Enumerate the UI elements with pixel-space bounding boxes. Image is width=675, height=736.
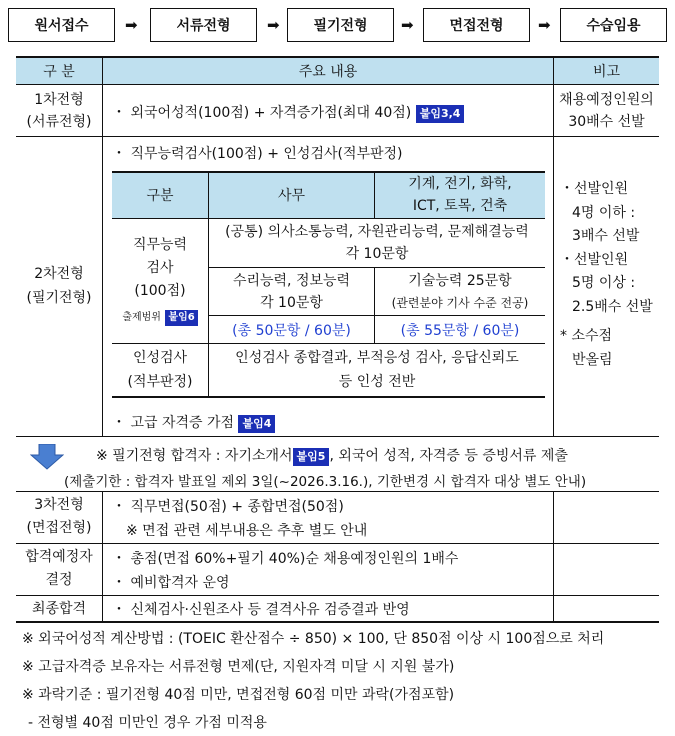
round1-content: ・ 외국어성적(100점) + 자격증가점(최대 40점) 붙임3,4 bbox=[112, 102, 464, 123]
round2-intro: ・ 직무능력검사(100점) + 인성검사(적부판정) bbox=[112, 146, 403, 162]
sub-header-category: 구분 bbox=[146, 188, 174, 204]
flow-step-documents: 서류전형 bbox=[150, 8, 257, 42]
header-remark: 비고 bbox=[592, 64, 621, 80]
aptitude-label: 직무능력 검사 (100점) 출제범위 붙임6 bbox=[112, 219, 208, 343]
round2-cert: ・ 고급 자격증 가점 붙임4 bbox=[112, 412, 275, 433]
arrow-right-icon: ➡ bbox=[125, 16, 138, 34]
tech-total: (총 55문항 / 60분) bbox=[400, 322, 520, 339]
office-total: (총 50문항 / 60분) bbox=[232, 322, 351, 339]
footnote-2: ※ 고급자격증 보유자는 서류전형 면제(단, 지원자격 미달 시 지원 불가) bbox=[22, 659, 455, 675]
process-flow bbox=[8, 8, 667, 42]
pass-note-line1: ※ 필기전형 합격자 : 자기소개서 붙임5 , 외국어 성적, 자격증 등 증빙서류 제출 bbox=[96, 448, 568, 464]
round1-label: 1차전형 (서류전형) bbox=[26, 92, 92, 130]
flow-step-probation: 수습임용 bbox=[560, 8, 667, 42]
footnote-4: - 전형별 40점 미만인 경우 가점 미적용 bbox=[28, 715, 267, 731]
sub-header-tech: 기계, 전기, 화학, ICT, 토목, 건축 bbox=[408, 176, 512, 214]
tech-abilities: 기술능력 25문항 (관련분야 기사 수준 전공) bbox=[391, 272, 529, 310]
decision-label: 합격예정자 결정 bbox=[25, 549, 93, 588]
pass-note-line2: (제출기한 : 합격자 발표일 제외 3일(~2026.3.16.), 기한변경 시 합격자 대상 별도 안내) bbox=[64, 474, 587, 490]
flow-step-application: 원서접수 bbox=[8, 8, 115, 42]
down-arrow-icon bbox=[30, 444, 64, 470]
round3-content1: ・ 직무면접(50점) + 종합면접(50점) bbox=[112, 499, 344, 515]
decision-content2: ・ 예비합격자 운영 bbox=[112, 575, 230, 591]
header-content: 주요 내용 bbox=[298, 64, 358, 80]
sub-header-office: 사무 bbox=[277, 188, 306, 204]
common-abilities: (공통) 의사소통능력, 자원관리능력, 문제해결능력 각 10문항 bbox=[225, 224, 529, 262]
footnote-1: ※ 외국어성적 계산방법 : (TOEIC 환산점수 ÷ 850) × 100, 단 850점 이상 시 100점으로 처리 bbox=[22, 631, 605, 647]
attachment-badge: 붙임3,4 bbox=[416, 105, 465, 123]
attachment-badge: 붙임6 bbox=[165, 310, 197, 326]
arrow-right-icon: ➡ bbox=[267, 16, 280, 34]
flow-step-written: 필기전형 bbox=[287, 8, 394, 42]
office-abilities: 수리능력, 정보능력 각 10문항 bbox=[232, 272, 351, 311]
personality-label: 인성검사 (적부판정) bbox=[127, 350, 193, 390]
round2-label: 2차전형 (필기전형) bbox=[26, 266, 92, 306]
round1-remark: 채용예정인원의 30배수 선발 bbox=[559, 92, 654, 130]
flow-step-interview: 면접전형 bbox=[423, 8, 530, 42]
round2-remark: ・선발인원 4명 이하 : 3배수 선발 ・선발인원 5명 이상 : 2.5배수 선발 * 소수점 반올림 bbox=[560, 181, 653, 368]
footnote-3: ※ 과락기준 : 필기전형 40점 미만, 면접전형 60점 미만 과락(가점포함) bbox=[22, 687, 455, 703]
round3-content2: ※ 면접 관련 세부내용은 추후 별도 안내 bbox=[126, 523, 368, 539]
arrow-right-icon: ➡ bbox=[401, 16, 414, 34]
attachment-badge: 붙임4 bbox=[238, 415, 275, 433]
round3-label: 3차전형 (면접전형) bbox=[26, 497, 92, 536]
final-content: ・ 신체검사·신원조사 등 결격사유 검증결과 반영 bbox=[112, 602, 410, 618]
attachment-badge: 붙임5 bbox=[293, 448, 330, 466]
personality-content: 인성검사 종합결과, 부적응성 검사, 응답신뢰도 등 인성 전반 bbox=[235, 350, 519, 390]
header-category: 구 분 bbox=[43, 64, 75, 80]
arrow-right-icon: ➡ bbox=[538, 16, 551, 34]
final-label: 최종합격 bbox=[31, 601, 87, 617]
decision-content1: ・ 총점(면접 60%+필기 40%)순 채용예정인원의 1배수 bbox=[112, 551, 459, 567]
